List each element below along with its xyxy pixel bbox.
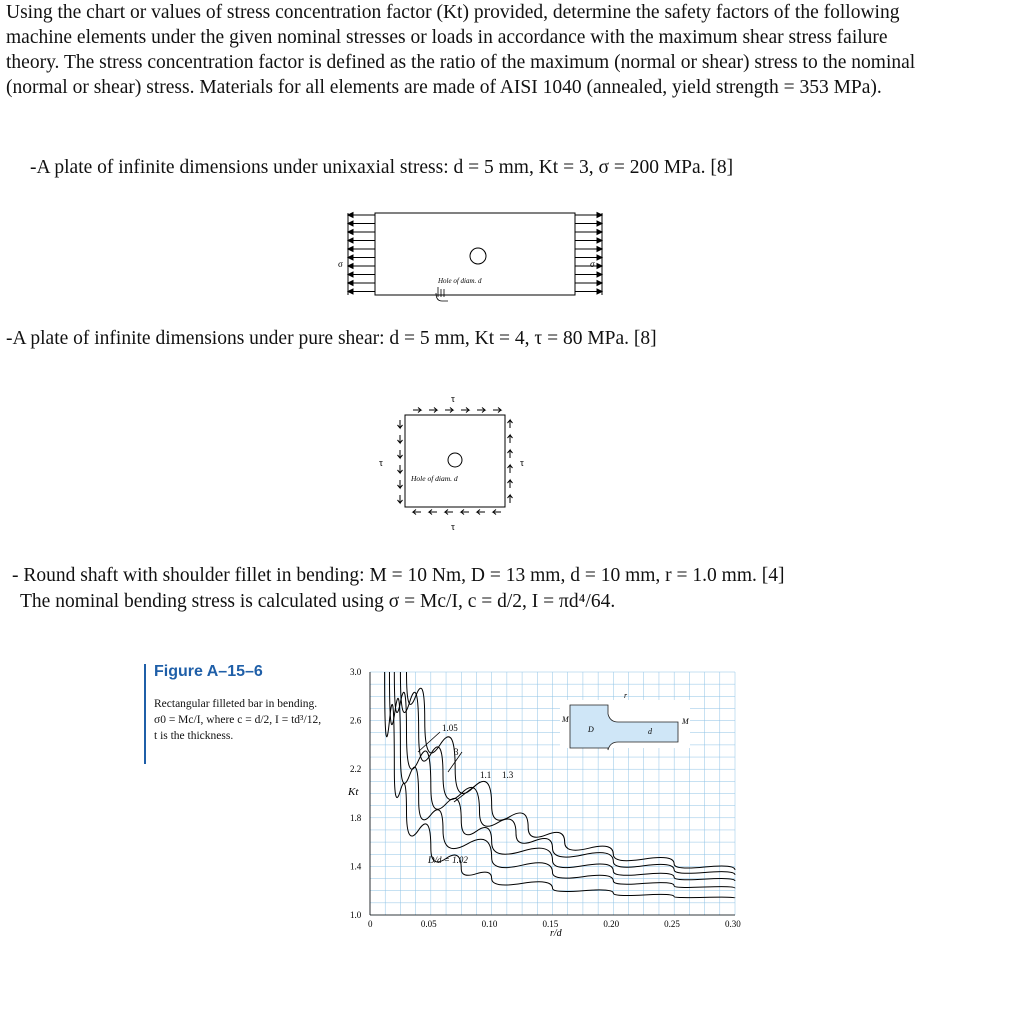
tau-right-label: τ [520,458,525,469]
hand-cursor-icon [436,287,448,301]
problem-3: - Round shaft with shoulder fillet in bending: M = 10 Nm, D = 13 mm, d = 10 mm, r = 1.0 mm. [4] [12,565,785,586]
hole-label-2: Hole of diam. d [411,474,458,483]
shaft-inset [560,691,690,750]
x-tick-label: 0.20 [603,919,620,929]
problem-2: -A plate of infinite dimensions under pure shear: d = 5 mm, Kt = 4, τ = 80 MPa. [8] [6,328,657,349]
x-tick-label: 0.15 [542,919,559,929]
y-axis-label: Kt [348,786,359,798]
tau-top-label: τ [451,394,456,405]
tau-left-label: τ [379,458,384,469]
figure-accent-bar [144,664,146,764]
svg-text:M: M [562,715,569,724]
annotation-1-3: 1.3 [502,770,514,780]
figure-title: Figure A–15–6 [154,663,263,680]
figure-caption: Rectangular filleted bar in bending. σ0 = Mc/I, where c = d/2, I = td³/12, t is the thickness. [154,698,322,742]
plate-shear-diagram [365,390,545,535]
x-tick-label: 0.30 [725,919,741,929]
svg-text:r: r [624,691,628,700]
annotation-1-1: 1.1 [480,770,492,780]
svg-text:d: d [648,727,652,736]
x-tick-label: 0.05 [420,919,437,929]
problem-1: -A plate of infinite dimensions under unixaxial stress: d = 5 mm, Kt = 3, σ = 200 MPa. [8] [30,157,734,178]
y-tick-label: 1.0 [350,910,362,920]
tau-bottom-label: τ [451,522,456,533]
kt-chart [330,660,750,950]
annotation-1-05: 1.05 [442,723,458,733]
svg-text:D: D [588,725,594,734]
hole-label-1: Hole of diam. d [438,277,482,285]
y-tick-label: 2.2 [350,764,362,775]
intro-paragraph: Using the chart or values of stress concentration factor (Kt) provided, determine the safety factors of the following machine elements under the given nominal stresses or loads in accordance with the maximum shear stress failure theory. The stress concentration factor is defined as the ratio of the maximum (normal or shear) stress to the nominal (normal or shear) stress. Materials for all elements are made of AISI 1040 (annealed, yield strength = 353 MPa). [6,2,916,98]
x-tick-label: 0 [368,919,373,929]
x-tick-label: 0.25 [664,919,680,929]
y-tick-label: 1.4 [350,861,362,872]
y-tick-label: 2.6 [350,715,362,726]
x-axis-label: r/d [550,928,562,939]
y-tick-label: 3.0 [350,667,362,677]
sigma-right-label: σ [590,259,595,269]
x-tick-label: 0.10 [481,919,498,929]
problem-3-note: The nominal bending stress is calculated using σ = Mc/I, c = d/2, I = πd⁴/64. [20,591,616,612]
annotation-3: 3 [454,747,459,757]
y-tick-label: 1.8 [350,812,362,823]
plate-uniaxial-diagram [320,205,620,305]
sigma-left-label: σ [338,259,343,269]
annotation-d-over-d: D/d = 1.02 [428,855,468,865]
svg-text:M: M [682,717,689,726]
